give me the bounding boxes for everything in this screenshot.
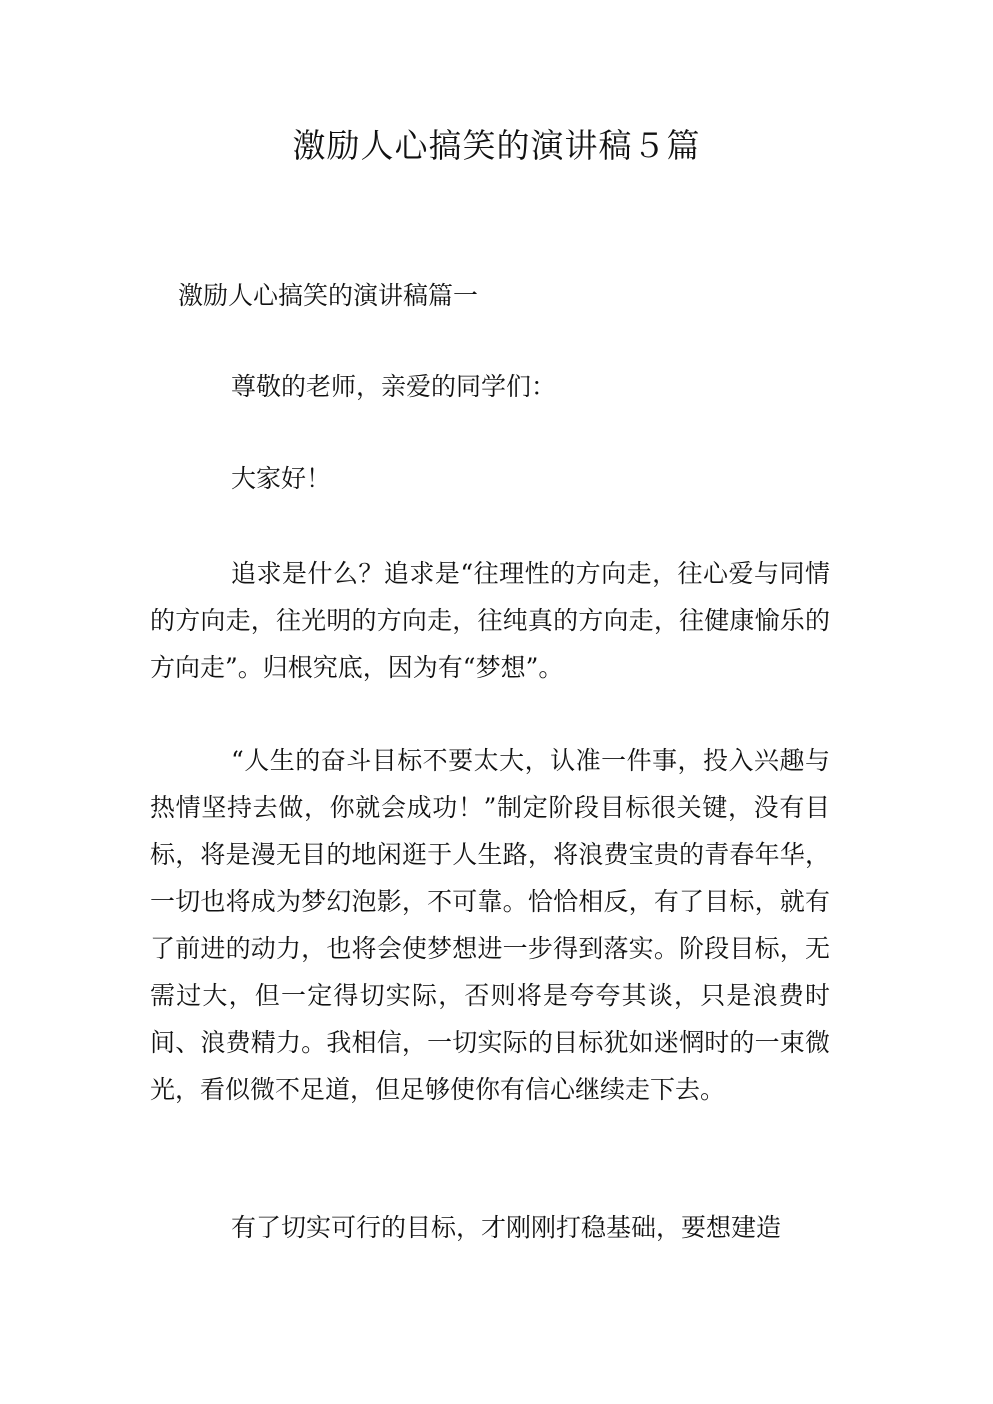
paragraph-body: 有了切实可行的目标，才刚刚打稳基础，要想建造 bbox=[231, 1213, 782, 1242]
document-title: 激励人心搞笑的演讲稿５篇 bbox=[292, 126, 701, 165]
section-heading: 激励人心搞笑的演讲稿篇一 bbox=[178, 281, 479, 310]
paragraph-body: “人生的奋斗目标不要太大，认准一件事，投入兴趣与热情坚持去做，你就会成功！”制定阶段目标很关键，没有目标，将是漫无目的地闲逛于人生路，将浪费宝贵的青春年华，一切也将成为梦幻泡影，不可靠。恰恰相反，有了目标，就有了前进的动力，也将会使梦想进一步得到落实。阶段目标，无需过大，但一定得切实际，否则将是夸夸其谈，只是浪费时间、浪费精力。我相信，一切实际的目标犹如迷惘时的一束微光，看似微不足道，但足够使你有信心继续走下去。 bbox=[150, 746, 830, 1104]
paragraph-body: 追求是什么？追求是“往理性的方向走，往心爱与同情的方向走，往光明的方向走，往纯真的方向走，往健康愉乐的方向走”。归根究底，因为有“梦想”。 bbox=[150, 559, 830, 682]
paragraph-salutation: 尊敬的老师，亲爱的同学们： bbox=[231, 372, 557, 401]
paragraph-greeting: 大家好！ bbox=[231, 464, 332, 493]
